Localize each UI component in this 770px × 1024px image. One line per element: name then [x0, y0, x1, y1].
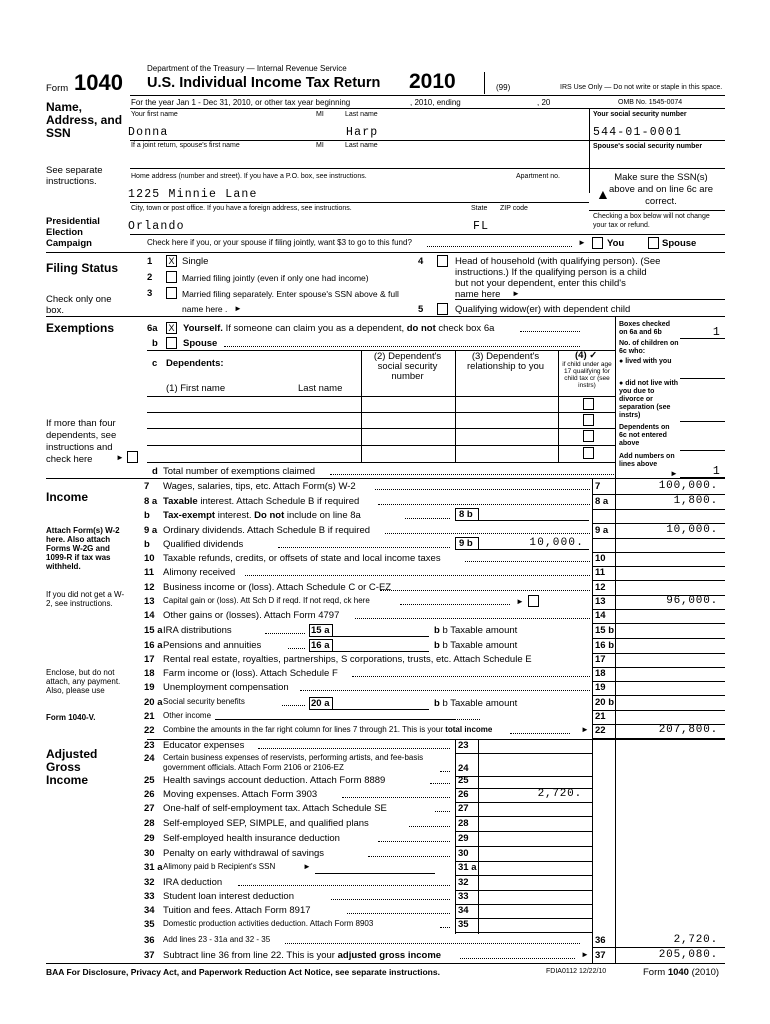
spouse-name-here-label: name here .	[182, 304, 228, 314]
agi-line-label: Tuition and fees. Attach Form 8917	[163, 905, 311, 916]
agi-line-label: Educator expenses	[163, 740, 245, 751]
agi-heading: Adjusted Gross Income	[46, 747, 98, 787]
page-title: U.S. Individual Income Tax Return	[147, 75, 381, 91]
head-of-household-line1: Head of household (with qualifying person). (See	[455, 256, 661, 267]
apartment-label: Apartment no.	[516, 173, 560, 180]
arrow-right-icon: ►	[578, 238, 586, 247]
ssn-label: Your social security number	[593, 111, 687, 118]
ssn-field[interactable]: 544-01-0001	[593, 126, 683, 139]
col-last-name: Last name	[298, 383, 343, 394]
line-9b-value[interactable]: 10,000.	[529, 537, 584, 549]
income-line-label: Qualified dividends	[163, 539, 244, 550]
agi-line-label: Self-employed SEP, SIMPLE, and qualified plans	[163, 818, 369, 829]
line-36-label: Add lines 23 - 31a and 32 - 35	[163, 935, 271, 944]
pec-spouse-label: Spouse	[662, 238, 697, 249]
income-line-label: Pensions and annuities	[163, 640, 262, 651]
tax-year-line: For the year Jan 1 - Dec 31, 2010, or other tax year beginning	[131, 98, 351, 107]
baa-notice: BAA For Disclosure, Privacy Act, and Paperwork Reduction Act Notice, see separate instructions.	[46, 967, 440, 977]
checking-box-note: Checking a box below will not change your tax or refund.	[593, 213, 710, 229]
agi-line-label: Domestic production activities deduction. Attach Form 8903	[163, 919, 374, 928]
department-line: Department of the Treasury — Internal Revenue Service	[147, 64, 347, 73]
boxes-checked-value: 1	[712, 326, 721, 339]
agi-line-label: Student loan interest deduction	[163, 891, 294, 902]
income-line-label: Other gains or (losses). Attach Form 4797	[163, 610, 340, 621]
pec-you-label: You	[607, 238, 625, 249]
arrow-right-icon: ►	[234, 304, 242, 313]
presidential-campaign-heading: Presidential Election Campaign	[46, 216, 100, 249]
agi-line-label: Self-employed health insurance deduction	[163, 833, 340, 844]
lived-with-you-label: lived with you	[625, 358, 672, 365]
head-of-household-line2: instructions.) If the qualifying person is a child	[455, 267, 647, 278]
footer-form-label: Form 1040 (2010)	[643, 967, 720, 978]
children-lived-label: No. of children on 6c who:	[619, 340, 679, 355]
agi-line-label: Certain business expenses of reservists, performing artists, and fee-basis	[163, 753, 424, 762]
form-label: Form	[46, 83, 69, 94]
single-checkbox[interactable]: X	[166, 255, 177, 267]
dependent-4-ctc-checkbox[interactable]	[583, 447, 594, 459]
spouse-mi-label: MI	[316, 142, 324, 149]
income-line-label: IRA distributions	[163, 625, 232, 636]
spouse-last-name-label: Last name	[345, 142, 378, 149]
line-8b-box-label: 8 b	[459, 509, 473, 520]
arrow-right-icon: ►	[516, 597, 524, 606]
pec-you-checkbox[interactable]	[592, 237, 603, 249]
income-line-label: Taxable refunds, credits, or offsets of state and local income taxes	[163, 553, 441, 564]
agi-line-label: Penalty on early withdrawal of savings	[163, 848, 325, 859]
boxes-checked-label: Boxes checked on 6a and 6b	[619, 321, 670, 336]
home-address-field[interactable]: 1225 Minnie Lane	[128, 188, 258, 201]
state-label: State	[471, 205, 488, 212]
income-line-value[interactable]: 96,000.	[666, 595, 718, 607]
total-exemptions-label: Total number of exemptions claimed	[163, 466, 316, 477]
income-line-label: Rental real estate, royalties, partnerships, S corporations, trusts, etc. Attach Schedule E	[163, 654, 532, 665]
agi-line-value[interactable]: 2,720.	[537, 788, 582, 800]
line-16a-box-label: 16 a	[311, 640, 330, 651]
last-name-field[interactable]: Harp	[346, 126, 379, 139]
tax-year-ending-20: , 20	[537, 98, 551, 107]
pec-question: Check here if you, or your spouse if filing jointly, want $3 to go to this fund?	[147, 238, 412, 247]
irs-use-only: IRS Use Only — Do not write or staple in this space.	[560, 84, 723, 91]
dependents-not-entered-label: Dependents on 6c not entered above	[619, 424, 670, 447]
form-number: 1040	[74, 70, 123, 95]
home-address-label: Home address (number and street). If you have a P.O. box, see instructions.	[131, 173, 367, 180]
single-label: Single	[182, 256, 209, 267]
make-sure-ssn-note: Make sure the SSN(s) above and on line 6c are correct.	[608, 172, 714, 207]
first-name-label: Your first name	[131, 111, 178, 118]
city-label: City, town or post office. If you have a foreign address, see instructions.	[131, 205, 352, 212]
married-jointly-label: Married filing jointly (even if only one had income)	[182, 273, 369, 283]
dependents-label: Dependents:	[166, 358, 224, 369]
see-separate-instructions: See separate instructions.	[46, 165, 103, 187]
arrow-right-icon: ►	[581, 950, 589, 959]
city-field[interactable]: Orlando	[128, 220, 185, 233]
agi-line-label: Moving expenses. Attach Form 3903	[163, 789, 318, 800]
tax-year: 2010	[409, 70, 456, 93]
add-numbers-label: Add numbers on lines above	[619, 453, 675, 468]
col-dependent-ssn: (2) Dependent's social security number	[373, 351, 442, 382]
income-line-label: Combine the amounts in the far right column for lines 7 through 21. This is your total income	[163, 725, 493, 734]
income-line-label: Social security benefits	[163, 697, 245, 706]
qualifying-widow-label: Qualifying widow(er) with dependent child	[455, 304, 631, 315]
filing-status-heading: Filing Status	[46, 261, 118, 275]
col-child-tax-credit: (4) ✓	[575, 350, 598, 361]
income-line-label: Unemployment compensation	[163, 682, 289, 693]
more-than-four-note: If more than four dependents, see instructions and check here	[46, 418, 117, 465]
arrow-right-icon: ►	[116, 453, 124, 462]
line-13-checkbox[interactable]	[528, 595, 539, 607]
name-address-ssn-heading: Name, Address, and SSN	[46, 100, 123, 140]
tax-year-ending: , 2010, ending	[410, 98, 461, 107]
last-name-label: Last name	[345, 111, 378, 118]
line-37-value[interactable]: 205,080.	[658, 949, 718, 961]
arrow-right-icon: ►	[581, 725, 589, 734]
income-line-label: Capital gain or (loss). Att Sch D if reqd. If not reqd, ck here	[163, 596, 370, 605]
yourself-checkbox[interactable]: X	[166, 322, 177, 334]
income-line-label: Ordinary dividends. Attach Schedule B if required	[163, 525, 371, 536]
agi-line-label: Alimony paid b Recipient's SSN	[163, 862, 276, 871]
line-37-label: Subtract line 36 from line 22. This is your adjusted gross income	[163, 950, 442, 961]
pec-spouse-checkbox[interactable]	[648, 237, 659, 249]
col-child-tax-credit-note: if child under age 17 qualifying for child tax cr (see instrs)	[562, 361, 612, 389]
head-of-household-line3: but not your dependent, enter this child's	[455, 278, 626, 289]
agi-line-label: One-half of self-employment tax. Attach Schedule SE	[163, 803, 387, 814]
spouse-first-name-label: If a joint return, spouse's first name	[131, 142, 240, 149]
mi-label: MI	[316, 111, 324, 118]
form-code: FDIA0112 12/22/10	[546, 968, 607, 975]
head-of-household-checkbox[interactable]	[437, 255, 448, 267]
col-relationship: (3) Dependent's relationship to you	[466, 351, 545, 372]
arrow-up-icon: ▲	[596, 186, 610, 202]
agi-line-label: IRA deduction	[163, 877, 223, 888]
dependent-2-ctc-checkbox[interactable]	[583, 414, 594, 426]
line-20b-label: b b Taxable amount	[434, 698, 518, 709]
agi-line-label-cont: government officials. Attach Form 2106 or 2106-EZ	[163, 763, 344, 772]
spouse-ssn-label: Spouse's social security number	[593, 143, 703, 150]
total-exemptions-value: 1	[712, 465, 721, 478]
form-1040v-note: Form 1040-V.	[46, 713, 96, 722]
arrow-right-icon: ►	[303, 862, 311, 871]
arrow-right-icon: ►	[670, 469, 678, 478]
spouse-exemption-checkbox[interactable]	[166, 337, 177, 349]
income-line-label: Farm income or (loss). Attach Schedule F	[163, 668, 338, 679]
income-line-label: Taxable interest. Attach Schedule B if required	[163, 496, 360, 507]
more-dependents-checkbox[interactable]	[127, 451, 138, 463]
income-line-label: Alimony received	[163, 567, 236, 578]
income-line-value[interactable]: 10,000.	[666, 524, 718, 536]
income-line-label: Business income or (loss). Attach Schedule C or C-EZ	[163, 582, 392, 593]
yourself-label: Yourself.	[183, 323, 223, 334]
qualifying-widow-checkbox[interactable]	[437, 303, 448, 315]
arrow-right-icon: ►	[512, 289, 520, 298]
zip-label: ZIP code	[500, 205, 528, 212]
income-line-label: Wages, salaries, tips, etc. Attach Form(s) W-2	[163, 481, 356, 492]
spouse-exemption-label: Spouse	[183, 338, 218, 349]
exemptions-heading: Exemptions	[46, 321, 115, 335]
no-w2-note: If you did not get a W-2, see instructions.	[46, 590, 125, 608]
line-20a-box-label: 20 a	[311, 698, 330, 709]
omb-number: OMB No. 1545-0074	[618, 99, 683, 106]
line-15a-box-label: 15 a	[311, 625, 330, 636]
married-separately-checkbox[interactable]	[166, 287, 177, 299]
married-jointly-checkbox[interactable]	[166, 271, 177, 283]
agi-line-label: Health savings account deduction. Attach Form 8889	[163, 775, 386, 786]
head-of-household-line4: name here	[455, 289, 501, 300]
married-separately-label: Married filing separately. Enter spouse's SSN above & full	[182, 289, 399, 299]
line-9b-box-label: 9 b	[459, 538, 473, 549]
line-16b-label: b b Taxable amount	[434, 640, 518, 651]
check-only-one-note: Check only one box.	[46, 294, 112, 316]
line-36-value[interactable]: 2,720.	[673, 934, 718, 946]
income-line-value[interactable]: 1,800.	[673, 495, 718, 507]
line-15b-label: b b Taxable amount	[434, 625, 518, 636]
enclose-payment-note: Enclose, but do not attach, any payment. Also, please use	[46, 668, 121, 695]
code-99: (99)	[496, 83, 511, 92]
attach-w2-note: Attach Form(s) W-2 here. Also attach Forms W-2G and 1099-R if tax was withheld.	[46, 526, 120, 571]
income-line-label: Other income	[163, 711, 212, 720]
income-line-label: Tax-exempt interest. Do not include on line 8a	[163, 510, 361, 521]
state-field[interactable]: FL	[473, 220, 490, 233]
col-first-name: (1) First name	[166, 383, 226, 394]
income-line-value[interactable]: 207,800.	[658, 724, 718, 736]
income-line-value[interactable]: 100,000.	[658, 480, 718, 492]
dependent-1-ctc-checkbox[interactable]	[583, 398, 594, 410]
dependent-3-ctc-checkbox[interactable]	[583, 430, 594, 442]
income-heading: Income	[46, 490, 89, 504]
first-name-field[interactable]: Donna	[128, 126, 169, 139]
did-not-live-label: did not live with you due to divorce or separation (see instrs)	[619, 380, 679, 419]
